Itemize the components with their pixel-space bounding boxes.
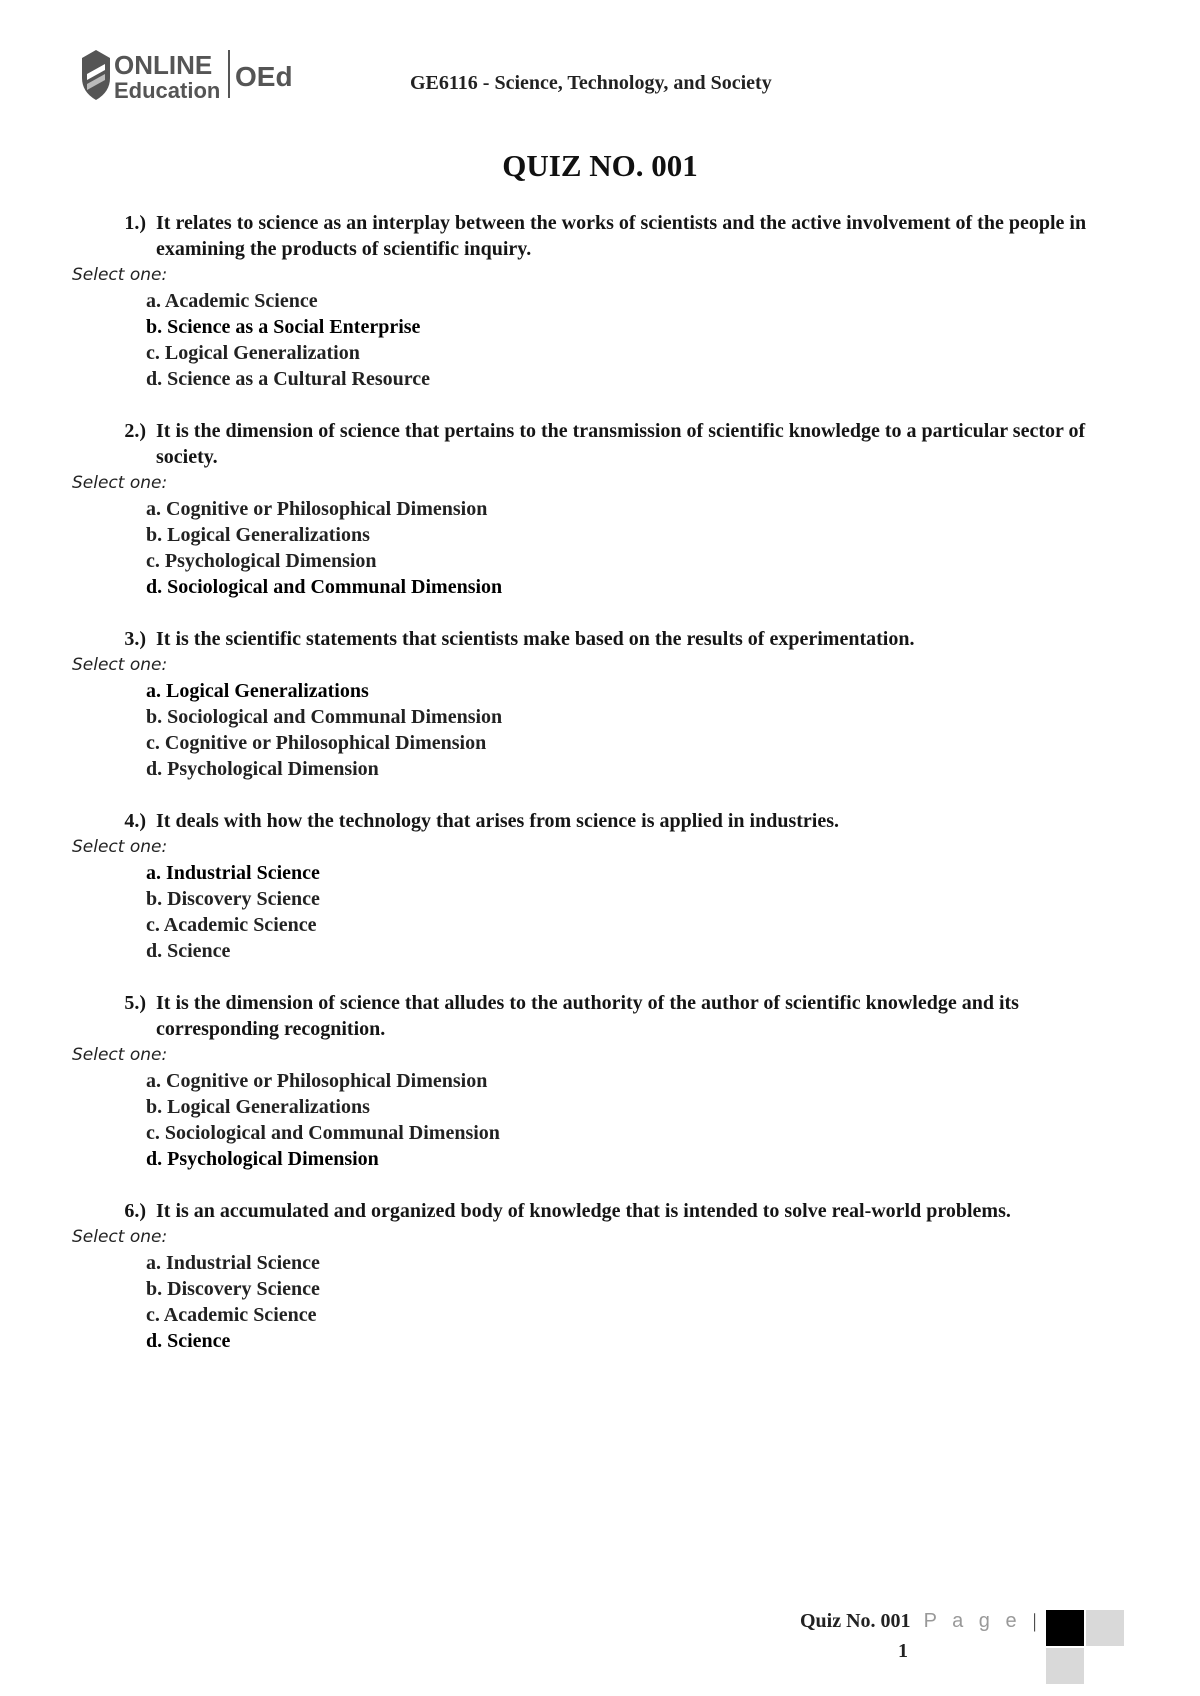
footer-separator: |	[1032, 1610, 1037, 1632]
option-list	[72, 496, 1132, 600]
course-title: GE6116 - Science, Technology, and Society	[410, 72, 772, 94]
option-item: b. Logical Generalizations	[146, 1096, 370, 1118]
option-item: a. Cognitive or Philosophical Dimension	[146, 1070, 488, 1092]
question-4	[72, 808, 1132, 964]
question-5	[72, 990, 1132, 1172]
option-item-correct: b. Science as a Social Enterprise	[146, 316, 421, 338]
logo-text-oed: OEd	[235, 61, 293, 92]
option-item: c. Cognitive or Philosophical Dimension	[146, 732, 487, 754]
footer-label: Quiz No. 001	[800, 1610, 911, 1632]
question-line	[72, 210, 1132, 262]
footer-decor-square-gray	[1046, 1648, 1084, 1684]
option-list	[72, 1068, 1132, 1172]
option-item: c. Academic Science	[146, 914, 317, 936]
question-text: It is the scientific statements that scientists make based on the results of experimentation.	[156, 628, 915, 650]
question-number: 4.)	[124, 810, 146, 832]
question-1	[72, 210, 1132, 392]
select-one-label: Select one:	[72, 265, 168, 285]
logo-text-education: Education	[114, 78, 221, 103]
question-text: It deals with how the technology that arises from science is applied in industries.	[156, 810, 839, 832]
question-number: 6.)	[124, 1200, 146, 1222]
select-one-label: Select one:	[72, 473, 168, 493]
footer-decor-square-black	[1046, 1610, 1084, 1646]
question-line	[72, 626, 1132, 652]
page-header	[0, 0, 1200, 120]
option-item: d. Science	[146, 940, 231, 962]
option-item: a. Industrial Science	[146, 1252, 320, 1274]
option-item: a. Cognitive or Philosophical Dimension	[146, 498, 488, 520]
option-item: b. Discovery Science	[146, 1278, 320, 1300]
question-text: It is the dimension of science that alludes to the authority of the author of scientific knowledge and its corresponding recognition.	[156, 992, 1019, 1040]
question-3	[72, 626, 1132, 782]
option-item-correct: a. Logical Generalizations	[146, 680, 369, 702]
option-list	[72, 678, 1132, 782]
question-line	[72, 808, 1132, 834]
page-number: 1	[898, 1640, 908, 1662]
question-list	[72, 210, 1132, 1380]
question-number: 1.)	[124, 212, 146, 234]
select-one-label: Select one:	[72, 655, 168, 675]
option-item-correct: a. Industrial Science	[146, 862, 320, 884]
option-item-correct: d. Sociological and Communal Dimension	[146, 576, 503, 598]
online-education-logo	[78, 44, 328, 104]
option-item: c. Sociological and Communal Dimension	[146, 1122, 500, 1144]
option-item: d. Psychological Dimension	[146, 758, 379, 780]
option-list	[72, 288, 1132, 392]
question-line	[72, 418, 1132, 470]
option-list	[72, 860, 1132, 964]
option-item: d. Science as a Cultural Resource	[146, 368, 431, 390]
question-line	[72, 990, 1132, 1042]
option-item: b. Logical Generalizations	[146, 524, 370, 546]
option-item: b. Sociological and Communal Dimension	[146, 706, 503, 728]
option-item-correct: d. Psychological Dimension	[146, 1148, 379, 1170]
question-text: It is the dimension of science that pertains to the transmission of scientific knowledge to a particular sector of society.	[156, 420, 1086, 468]
footer-decor-square-gray	[1086, 1610, 1124, 1646]
select-one-label: Select one:	[72, 837, 168, 857]
question-number: 3.)	[124, 628, 146, 650]
logo-text-online: ONLINE	[114, 50, 213, 80]
select-one-label: Select one:	[72, 1045, 168, 1065]
option-item: c. Logical Generalization	[146, 342, 360, 364]
page-footer	[800, 1610, 1037, 1633]
question-text: It relates to science as an interplay between the works of scientists and the active involvement of the people in examining the products of scientific inquiry.	[156, 212, 1087, 260]
select-one-label: Select one:	[72, 1227, 168, 1247]
option-item: c. Psychological Dimension	[146, 550, 377, 572]
question-number: 2.)	[124, 420, 146, 442]
question-number: 5.)	[124, 992, 146, 1014]
question-6	[72, 1198, 1132, 1354]
question-text: It is an accumulated and organized body of knowledge that is intended to solve real-world problems.	[156, 1200, 1011, 1222]
question-line	[72, 1198, 1132, 1224]
option-item: a. Academic Science	[146, 290, 318, 312]
question-2	[72, 418, 1132, 600]
option-list	[72, 1250, 1132, 1354]
option-item: c. Academic Science	[146, 1304, 317, 1326]
footer-page-label: P a g e	[923, 1610, 1022, 1632]
quiz-title: QUIZ NO. 001	[502, 148, 698, 183]
option-item-correct: d. Science	[146, 1330, 231, 1352]
option-item: b. Discovery Science	[146, 888, 320, 910]
